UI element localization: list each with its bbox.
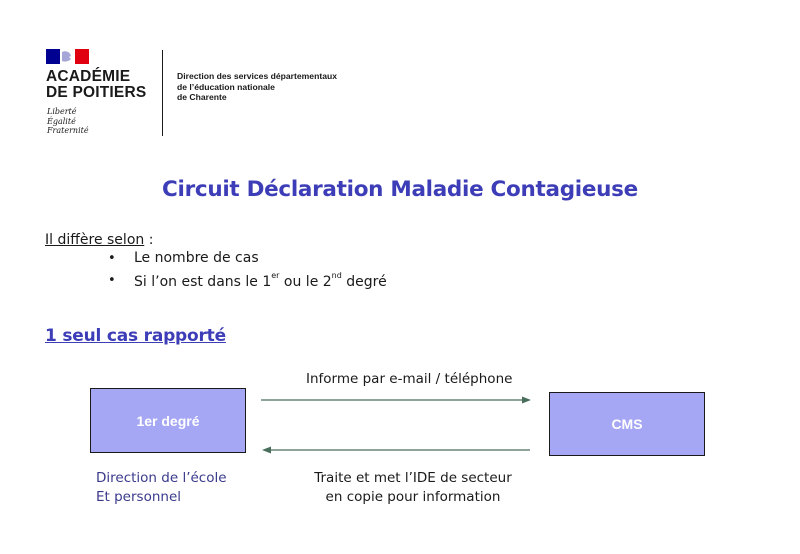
page-title: Circuit Déclaration Maladie Contagieuse bbox=[162, 177, 638, 202]
motto-fraternite: Fraternité bbox=[47, 126, 89, 135]
reply-label-line2: en copie pour information bbox=[325, 489, 501, 505]
bullet-text: Le nombre de cas bbox=[134, 250, 259, 266]
intro-lead-underlined: Il diffère selon bbox=[45, 232, 145, 248]
bullet2-sup2: nd bbox=[331, 270, 342, 280]
bullet2-part3: degré bbox=[341, 273, 387, 290]
bullet2-part2: ou le 2 bbox=[279, 273, 332, 290]
bullet2-part1: Si l’on est dans le 1 bbox=[134, 273, 272, 290]
motto-egalite: Égalité bbox=[47, 116, 76, 126]
bullet2-sup1: er bbox=[271, 270, 280, 280]
direction-line1: Direction des services départementaux bbox=[177, 71, 338, 81]
caption-line1: Direction de l’école bbox=[96, 470, 227, 486]
inform-label: Informe par e-mail / téléphone bbox=[306, 371, 513, 387]
motto-liberte: Liberté bbox=[47, 107, 77, 116]
intro-lead-suffix: : bbox=[144, 232, 154, 248]
section-title: 1 seul cas rapporté bbox=[45, 326, 226, 346]
caption-line2: Et personnel bbox=[96, 489, 182, 505]
reply-label-line1: Traite et met l’IDE de secteur bbox=[314, 470, 512, 486]
direction-line2: de l’éducation nationale bbox=[177, 81, 275, 92]
bullet-icon: • bbox=[108, 272, 116, 288]
first-degree-box: 1er degré bbox=[90, 388, 246, 453]
reply-arrow bbox=[262, 447, 530, 454]
reply-label bbox=[300, 469, 526, 507]
cms-box: CMS bbox=[549, 392, 705, 456]
academy-name-line1: ACADÉMIE bbox=[46, 68, 131, 85]
academy-name-line2: DE POITIERS bbox=[46, 84, 147, 101]
direction-line3: de Charente bbox=[177, 92, 227, 102]
inform-arrow bbox=[261, 397, 531, 404]
school-direction-caption bbox=[96, 469, 227, 507]
bullet-icon: • bbox=[108, 250, 116, 266]
